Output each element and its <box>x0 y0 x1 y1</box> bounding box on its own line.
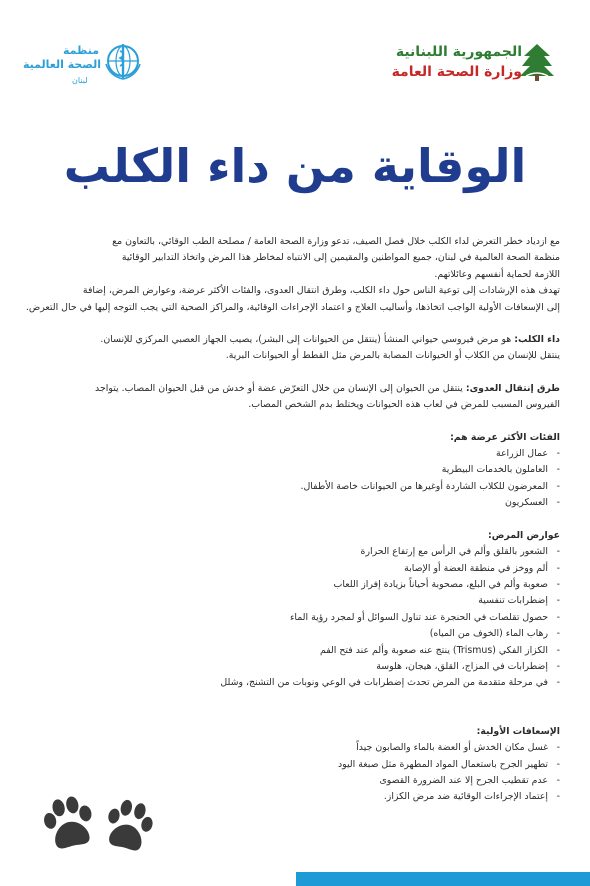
list-item: - إضطرابات تنفسية <box>20 593 560 609</box>
list-item: - الكزاز الفكي (Trismus) ينتج عنه صعوبة وألم عند فتح الفم <box>20 643 560 659</box>
list-item: - المعرضون للكلاب الشاردة أوغيرها من الحيوانات خاصة الأطفال. <box>20 479 560 495</box>
list-item: - حصول تقلصات في الحنجرة عند تناول السوائل أو لمجرد رؤية الماء <box>20 610 560 626</box>
list-item: - عمال الزراعة <box>20 446 560 462</box>
transmission-text-line2: الفيروس المسبب للمرض في لعاب هذه الحيوانات ويختلط بدم الشخص المصاب. <box>248 399 560 411</box>
list-item: - العسكريون <box>20 495 560 511</box>
list-item: - إعتماد الإجراءات الوقائية ضد مرض الكزاز. <box>20 789 560 805</box>
first-aid-heading: الإسعافات الأولية: <box>476 725 560 737</box>
paw-print-icon <box>40 792 98 854</box>
intro-line: مع ازدياد خطر التعرض لداء الكلب خلال فصل الصيف، تدعو وزارة الصحة العامة / مصلحة الطب الوقائي، بالتعاون مع <box>112 236 560 247</box>
intro-line: منظمة الصحة العالمية في لبنان، جميع المواطنين والمقيمين إلى الانتباه لمخاطر هذا المرض واتخاذ التدابير الوقائية <box>121 252 560 264</box>
ministry-name-line2: وزارة الصحة العامة <box>391 64 522 80</box>
page-title: الوقاية من داء الكلب <box>63 139 527 193</box>
list-item: - إضطرابات في المزاج، القلق، هيجان، هلوسة <box>20 659 560 675</box>
list-item: - عدم تقطيب الجرح إلا عند الضرورة القصوى <box>20 773 560 789</box>
who-name-line2: الصحة العالمية <box>22 58 102 71</box>
transmission-label: طرق إنتقال العدوى: <box>465 382 560 394</box>
list-item: - تطهير الجرح باستعمال المواد المطهرة مثل صبغة اليود <box>20 757 560 773</box>
symptoms-list <box>20 544 560 692</box>
definition-paragraph <box>20 332 560 348</box>
list-item: - العاملون بالخدمات البيطرية <box>20 462 560 478</box>
transmission-text: ينتقل من الحيوان إلى الإنسان من خلال التعرّض عضة أو خدش من قبل الحيوان المصاب. يتواجد <box>95 382 466 394</box>
paw-print-icon <box>102 796 156 856</box>
definition-label: داء الكلب: <box>514 334 560 346</box>
cedar-emblem-icon <box>520 42 554 82</box>
who-country: لبنان <box>72 76 88 85</box>
first-aid-list <box>20 740 560 806</box>
symptoms-heading: عوارض المرض: <box>488 529 560 541</box>
who-name-line1: منظمة <box>62 44 100 57</box>
intro-line: إلى الإسعافات الأولية الواجب اتخاذها، وأساليب العلاج و اعتماد الإجراءات الوقائية، والمراكز الصحية التي يجب التوجه إليها في حال التعرض. <box>25 301 560 313</box>
list-item: - ألم ووخز في منطقة العضة أو الإصابة <box>20 561 560 577</box>
list-item: - رهاب الماء (الخوف من المياه) <box>20 626 560 642</box>
list-item: - في مرحلة متقدمة من المرض تحدث إضطرابات في الوعي ونوبات من التشنج، وشلل <box>20 675 560 691</box>
list-item: - الشعور بالقلق وألم في الرأس مع إرتفاع الحرارة <box>20 544 560 560</box>
risk-groups-list <box>20 446 560 512</box>
risk-groups-heading: الفئات الأكثر عرضة هم: <box>450 431 560 443</box>
list-item: - غسل مكان الخدش أو العضة بالماء والصابون جيداً <box>20 740 560 756</box>
transmission-paragraph <box>20 381 560 397</box>
list-item: - صعوبة وألم في البلع، مصحوبة أحياناً بزيادة إفراز اللعاب <box>20 577 560 593</box>
definition-text-line2: ينتقل للإنسان من الكلاب أو الحيوانات المصابة بالمرض مثل القطط أو الحيوانات البرية. <box>225 350 560 362</box>
intro-line: تهدف هذه الإرشادات إلى توعية الناس حول داء الكلب، وطرق انتقال العدوى، والفئات الأكثر عرضة، وعوارض المرض، إضافة <box>82 285 560 297</box>
document-body <box>20 234 560 806</box>
intro-line: اللازمة لحماية أنفسهم وعائلاتهم. <box>434 268 560 280</box>
ministry-name-line1: الجمهورية اللبنانية <box>395 44 522 60</box>
who-emblem-icon <box>104 42 142 80</box>
definition-text: هو مرض فيروسي حيواني المنشأ (ينتقل من الحيوانات إلى البشر)، يصيب الجهاز العصبي المركزي للإنسان. <box>100 334 515 346</box>
footer-bar <box>296 872 590 886</box>
